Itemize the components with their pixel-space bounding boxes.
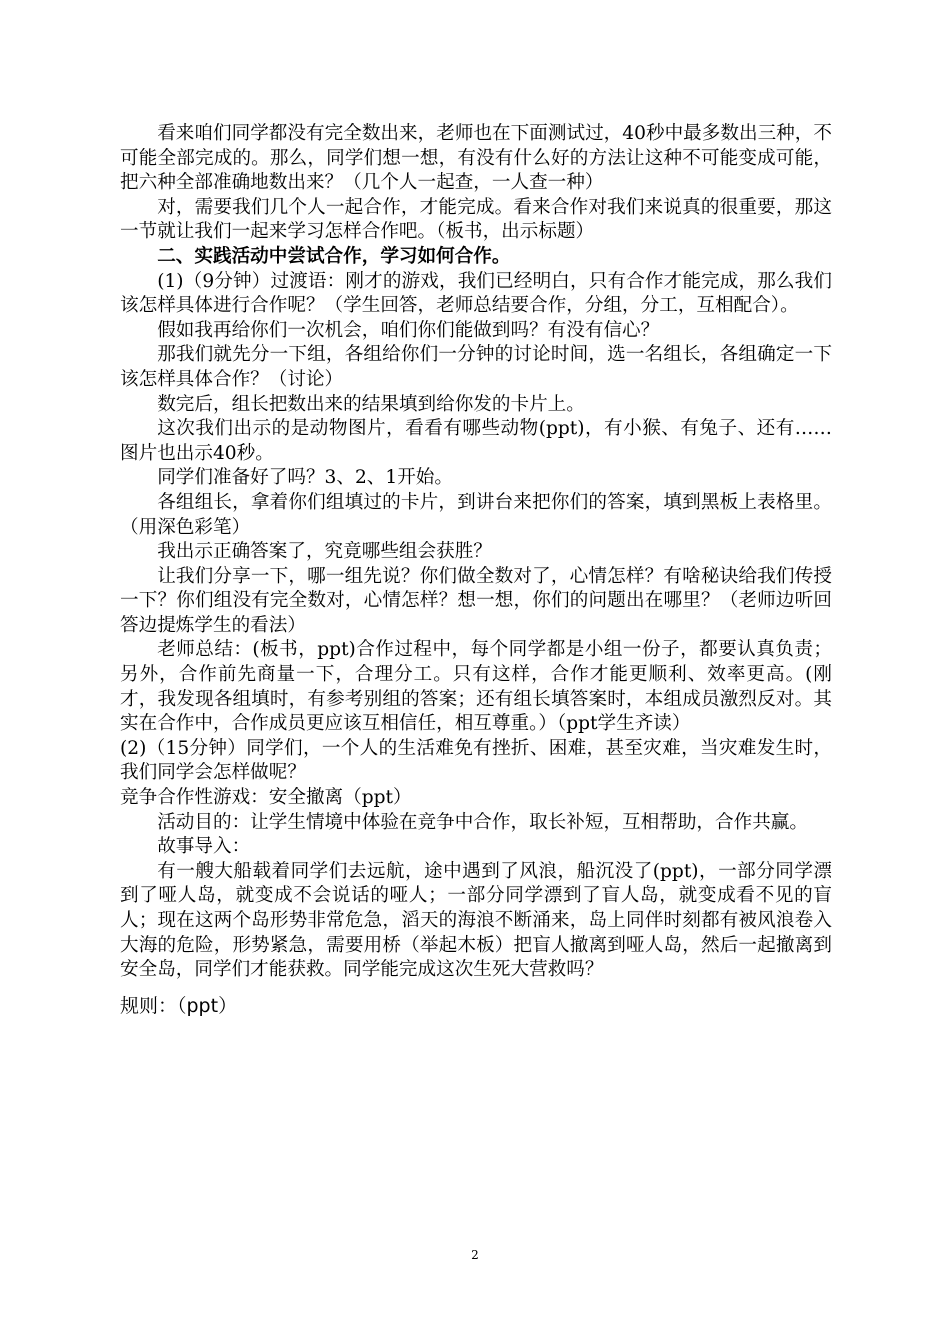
paragraph: 各组组长，拿着你们组填过的卡片，到讲台来把你们的答案，填到黑板上表格里。（用深色彩笔） xyxy=(120,491,832,538)
paragraph: 数完后，组长把数出来的结果填到给你发的卡片上。 xyxy=(157,393,585,415)
paragraph: 活动目的：让学生情境中体验在竞争中合作，取长补短，互相帮助，合作共赢。 xyxy=(157,811,808,833)
paragraph: (2)（15分钟）同学们，一个人的生活难免有挫折、困难，甚至灾难，当灾难发生时，我们同学会怎样做呢？ xyxy=(120,737,832,784)
paragraph: 有一艘大船载着同学们去远航，途中遇到了风浪，船沉没了(ppt)，一部分同学漂到了哑人岛，就变成不会说话的哑人；一部分同学漂到了盲人岛，就变成看不见的盲人；现在这两个岛形势非常危急，滔天的海浪不断涌来，岛上同伴时刻都有被风浪卷入大海的危险，形势紧急，需要用桥（举起木板）把盲人撤离到哑人岛，然后一起撤离到安全岛，同学们才能获救。同学能完成这次生死大营救吗？ xyxy=(120,860,832,981)
paragraph: 竞争合作性游戏：安全撤离（ppt） xyxy=(120,787,412,809)
page-number: 2 xyxy=(471,1248,479,1262)
document-body xyxy=(120,122,832,1019)
paragraph: 让我们分享一下，哪一组先说？你们做全数对了，心情怎样？有啥秘诀给我们传授一下？你们组没有完全数对，心情怎样？想一想，你们的问题出在哪里？（老师边听回答边提炼学生的看法） xyxy=(120,565,832,636)
section-heading: 二、实践活动中尝试合作，学习如何合作。 xyxy=(157,245,511,267)
paragraph: 故事导入： xyxy=(157,836,251,858)
paragraph: (1)（9分钟）过渡语：刚才的游戏，我们已经明白，只有合作才能完成，那么我们该怎样具体进行合作呢？（学生回答，老师总结要合作，分组，分工，互相配合）。 xyxy=(120,270,832,317)
paragraph: 老师总结：(板书，ppt)合作过程中，每个同学都是小组一份子，都要认真负责；另外，合作前先商量一下，合理分工。只有这样，合作才能更顺利、效率更高。(刚才，我发现各组填时，有参考别组的答案；还有组长填答案时，本组成员激烈反对。其实在合作中，合作成员更应该互相信任，相互尊重。）（ppt学生齐读） xyxy=(120,639,832,735)
paragraph: 这次我们出示的是动物图片，看看有哪些动物(ppt)，有小猴、有兔子、还有……图片也出示40秒。 xyxy=(120,418,832,464)
paragraph: 我出示正确答案了，究竟哪些组会获胜？ xyxy=(157,541,492,563)
rules-line: 规则：（ppt） xyxy=(120,994,238,1017)
paragraph: 对，需要我们几个人一起合作，才能完成。看来合作对我们来说真的很重要，那这一节就让我们一起来学习怎样合作吧。（板书，出示标题） xyxy=(120,196,832,243)
paragraph: 假如我再给你们一次机会，咱们你们能做到吗？有没有信心？ xyxy=(157,319,660,341)
paragraph: 那我们就先分一下组，各组给你们一分钟的讨论时间，选一名组长，各组确定一下该怎样具体合作？（讨论） xyxy=(120,344,832,390)
paragraph: 同学们准备好了吗？3、2、1开始。 xyxy=(157,467,453,489)
paragraph: 看来咱们同学都没有完全数出来，老师也在下面测试过，40秒中最多数出三种，不可能全部完成的。那么，同学们想一想，有没有什么好的方法让这种不可能变成可能，把六种全部准确地数出来？（几个人一起查，一人查一种） xyxy=(120,123,832,194)
